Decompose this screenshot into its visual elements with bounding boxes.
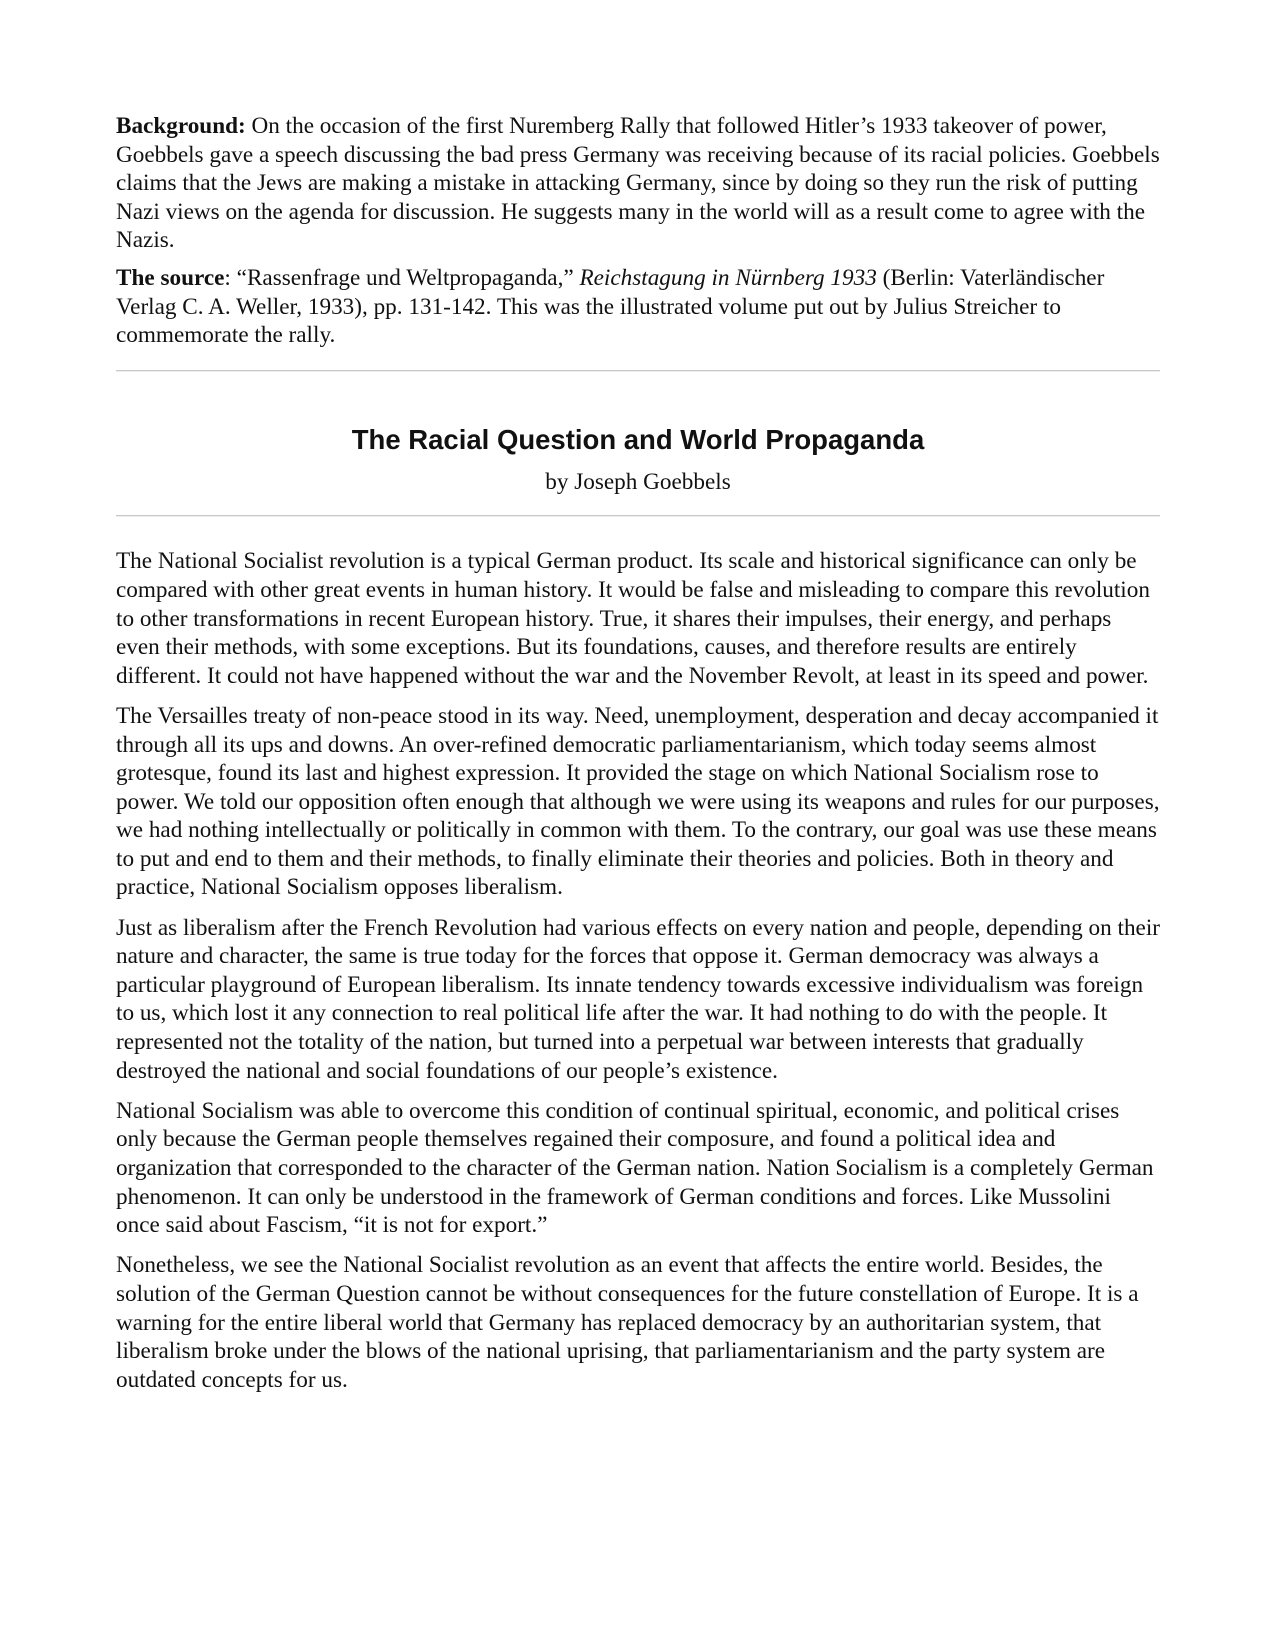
document-page <box>116 112 1160 1406</box>
background-paragraph <box>116 112 1160 255</box>
body-paragraph: Nonetheless, we see the National Socialist revolution as an event that affects the entire world. Besides, the solution of the German Question cannot be without consequences for the future constellation of Europe. It is a warning for the entire liberal world that Germany has replaced democracy by an authoritarian system, that liberalism broke under the blows of the national uprising, that parliamentarianism and the party system are outdated concepts for us. <box>116 1252 1139 1393</box>
divider-top <box>116 370 1160 372</box>
source-text-pre: : “Rassenfrage und Weltpropaganda,” <box>224 264 580 291</box>
speech-body <box>116 547 1160 1394</box>
source-text-post: (Berlin: Vaterländischer Verlag C. A. Weller, 1933), pp. 131-142. This was the illustrated volume put out by Julius Streicher to commemorate the rally. <box>116 264 1105 349</box>
body-paragraph: National Socialism was able to overcome this condition of continual spiritual, economic, and political crises only because the German people themselves regained their composure, and found a political idea and organization that corresponded to the character of the German nation. Nation Socialism is a completely German phenomenon. It can only be understood in the framework of German conditions and forces. Like Mussolini once said about Fascism, “it is not for export.” <box>116 1097 1154 1239</box>
source-paragraph <box>116 264 1160 350</box>
divider-bottom <box>116 515 1160 517</box>
body-paragraph: The Versailles treaty of non-peace stood in its way. Need, unemployment, desperation and decay accompanied it through all its ups and downs. An over-refined democratic parliamentarianism, which today seems almost grotesque, found its last and highest expression. It provided the stage on which National Socialism rose to power. We told our opposition often enough that although we were using its weapons and rules for our purposes, we had nothing intellectually or politically in common with them. To the contrary, our goal was use these means to put and end to them and their methods, to finally eliminate their theories and policies. Both in theory and practice, National Socialism opposes liberalism. <box>116 702 1160 901</box>
body-paragraph: Just as liberalism after the French Revolution had various effects on every nation and people, depending on their nature and character, the same is true today for the forces that oppose it. German democracy was always a particular playground of European liberalism. Its innate tendency towards excessive individualism was foreign to us, which lost it any connection to real political life after the war. It had nothing to do with the people. It represented not the totality of the nation, but turned into a perpetual war between interests that gradually destroyed the national and social foundations of our people’s existence. <box>116 914 1161 1084</box>
intro-section <box>116 112 1160 350</box>
background-label: Background: <box>116 113 246 139</box>
document-title: The Racial Question and World Propaganda <box>351 423 925 455</box>
source-title: Reichstagung in Nürnberg 1933 <box>579 264 877 291</box>
body-paragraph: The National Socialist revolution is a typical German product. Its scale and historical significance can only be compared with other great events in human history. It would be false and misleading to compare this revolution to other transformations in recent European history. True, it shares their impulses, their energy, and perhaps even their methods, with some exceptions. But its foundations, causes, and therefore results are entirely different. It could not have happened without the war and the November Revolt, at least in its speed and power. <box>116 548 1150 689</box>
source-label: The source <box>116 264 225 291</box>
background-text: On the occasion of the first Nuremberg Rally that followed Hitler’s 1933 takeover of power, Goebbels gave a speech discussing the bad press Germany was receiving because of its racial policies. Goebbels claims that the Jews are making a mistake in attacking Germany, since by doing so they run the risk of putting Nazi views on the agenda for discussion. He suggests many in the world will as a result come to agree with the Nazis. <box>116 113 1160 254</box>
author-byline: by Joseph Goebbels <box>545 468 731 495</box>
